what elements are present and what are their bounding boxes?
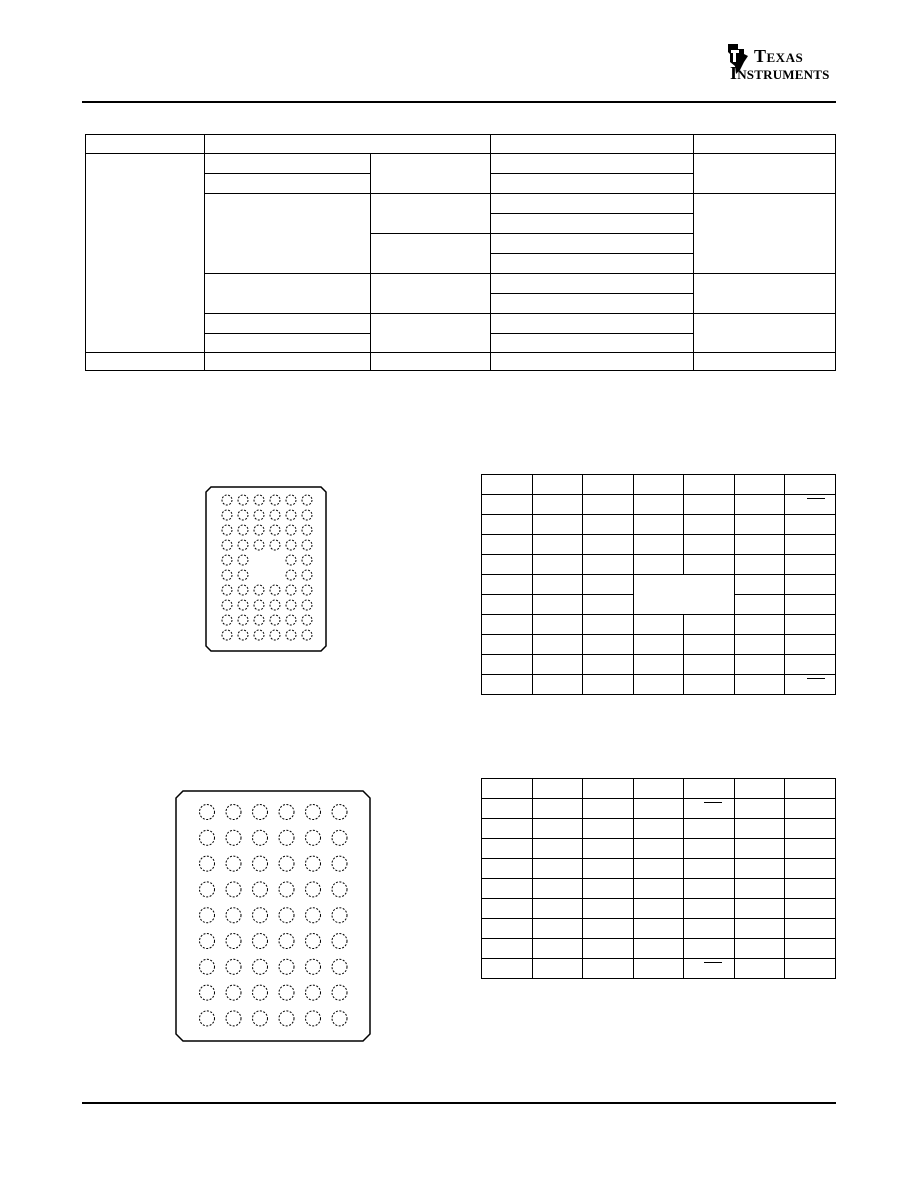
solder-ball (200, 908, 215, 923)
solder-ball (286, 510, 296, 520)
solder-ball (279, 882, 294, 897)
table-cell (490, 352, 694, 371)
solder-ball (254, 630, 264, 640)
solder-ball (302, 600, 312, 610)
package-top-view (205, 486, 327, 652)
table-row (482, 675, 836, 695)
solder-ball (279, 908, 294, 923)
solder-ball (254, 495, 264, 505)
solder-ball (238, 540, 248, 550)
solder-ball (286, 555, 296, 565)
solder-ball (238, 600, 248, 610)
solder-ball (286, 570, 296, 580)
solder-ball (253, 856, 268, 871)
table-cell (490, 153, 694, 174)
table-row (482, 839, 836, 859)
solder-ball (279, 805, 294, 820)
table-cell (370, 313, 491, 353)
header-rule (82, 101, 836, 103)
brand-line1: TEXAS (754, 46, 804, 66)
table-cell (204, 153, 371, 174)
solder-ball (286, 585, 296, 595)
solder-ball (222, 495, 232, 505)
table-row (482, 495, 836, 515)
solder-ball (253, 959, 268, 974)
solder-ball (253, 1011, 268, 1026)
solder-ball (306, 908, 321, 923)
solder-ball (222, 525, 232, 535)
table-cell (204, 352, 371, 371)
solder-ball (302, 525, 312, 535)
solder-ball (254, 600, 264, 610)
table-cell (204, 193, 371, 274)
solder-ball (270, 510, 280, 520)
solder-ball (306, 934, 321, 949)
overbar-mark (807, 498, 825, 499)
table-cell (85, 153, 205, 353)
solder-ball (200, 985, 215, 1000)
solder-ball (253, 934, 268, 949)
solder-ball (226, 805, 241, 820)
solder-ball (222, 570, 232, 580)
solder-ball (332, 882, 347, 897)
solder-ball (270, 630, 280, 640)
solder-ball (279, 959, 294, 974)
table-cell (204, 313, 371, 334)
table-cell (490, 333, 694, 353)
table-row (482, 819, 836, 839)
solder-ball (302, 495, 312, 505)
solder-ball (306, 985, 321, 1000)
solder-ball (286, 525, 296, 535)
solder-ball (306, 805, 321, 820)
solder-ball (200, 934, 215, 949)
solder-ball (253, 882, 268, 897)
solder-ball (286, 630, 296, 640)
table-row (482, 859, 836, 879)
solder-ball (238, 570, 248, 580)
table-row (482, 939, 836, 959)
solder-ball (332, 1011, 347, 1026)
solder-ball (332, 934, 347, 949)
table-cell (490, 213, 694, 234)
solder-ball (270, 585, 280, 595)
solder-ball (253, 830, 268, 845)
solder-ball (222, 600, 232, 610)
table-row (482, 615, 836, 635)
overbar-mark (807, 678, 825, 679)
pin-table-top (481, 474, 836, 695)
table-row (482, 919, 836, 939)
solder-ball (302, 585, 312, 595)
solder-ball (302, 630, 312, 640)
solder-ball (226, 830, 241, 845)
solder-ball (253, 985, 268, 1000)
overbar-mark (704, 962, 722, 963)
solder-ball (302, 570, 312, 580)
solder-ball (254, 585, 264, 595)
table-cell (693, 153, 836, 194)
ordering-table (85, 134, 836, 371)
solder-ball (238, 510, 248, 520)
solder-ball (222, 510, 232, 520)
table-row (482, 879, 836, 899)
solder-ball (332, 908, 347, 923)
solder-ball (238, 525, 248, 535)
solder-ball (238, 615, 248, 625)
table-cell (490, 313, 694, 334)
table-cell (370, 233, 491, 274)
table-row (482, 799, 836, 819)
table-row (482, 555, 836, 575)
solder-ball (200, 830, 215, 845)
solder-ball (238, 630, 248, 640)
solder-ball (302, 555, 312, 565)
table-cell (490, 253, 694, 274)
table-row (482, 635, 836, 655)
table-cell (490, 273, 694, 294)
solder-ball (253, 908, 268, 923)
solder-ball (226, 934, 241, 949)
table-cell (490, 293, 694, 314)
solder-ball (332, 959, 347, 974)
solder-ball (306, 856, 321, 871)
solder-ball (253, 805, 268, 820)
solder-ball (200, 856, 215, 871)
ti-logo (724, 38, 838, 82)
solder-ball (279, 985, 294, 1000)
solder-ball (226, 959, 241, 974)
solder-ball (279, 830, 294, 845)
ball-grid-top (205, 486, 327, 652)
table-cell (693, 313, 836, 353)
solder-ball (306, 830, 321, 845)
solder-ball (254, 615, 264, 625)
table-cell (370, 153, 491, 194)
table-row (482, 575, 836, 595)
table-cell (204, 273, 371, 314)
table-cell (85, 352, 205, 371)
solder-ball (306, 1011, 321, 1026)
solder-ball (270, 615, 280, 625)
table-row (482, 959, 836, 979)
solder-ball (286, 600, 296, 610)
solder-ball (332, 830, 347, 845)
solder-ball (222, 630, 232, 640)
table-header-cell (490, 134, 694, 154)
table-header-cell (204, 134, 491, 154)
solder-ball (270, 540, 280, 550)
solder-ball (302, 615, 312, 625)
solder-ball (222, 585, 232, 595)
solder-ball (270, 600, 280, 610)
table-row (482, 655, 836, 675)
solder-ball (302, 540, 312, 550)
solder-ball (226, 882, 241, 897)
solder-ball (200, 1011, 215, 1026)
solder-ball (226, 985, 241, 1000)
solder-ball (226, 856, 241, 871)
solder-ball (279, 934, 294, 949)
solder-ball (200, 805, 215, 820)
overbar-mark (704, 802, 722, 803)
pin-table-bottom (481, 778, 836, 979)
solder-ball (279, 1011, 294, 1026)
table-cell (490, 193, 694, 214)
solder-ball (270, 525, 280, 535)
table-cell (693, 352, 836, 371)
solder-ball (332, 985, 347, 1000)
solder-ball (286, 615, 296, 625)
solder-ball (270, 495, 280, 505)
solder-ball (226, 1011, 241, 1026)
table-row (482, 515, 836, 535)
solder-ball (200, 959, 215, 974)
table-cell (490, 233, 694, 254)
solder-ball (200, 882, 215, 897)
table-row (482, 899, 836, 919)
solder-ball (306, 959, 321, 974)
solder-ball (306, 882, 321, 897)
solder-ball (238, 495, 248, 505)
table-header-cell (693, 134, 836, 154)
solder-ball (254, 525, 264, 535)
solder-ball (222, 540, 232, 550)
solder-ball (238, 555, 248, 565)
footer-rule (82, 1102, 836, 1104)
solder-ball (238, 585, 248, 595)
solder-ball (222, 615, 232, 625)
solder-ball (254, 540, 264, 550)
table-cell (693, 193, 836, 274)
solder-ball (222, 555, 232, 565)
table-cell (204, 173, 371, 194)
solder-ball (332, 856, 347, 871)
brand-line2: INSTRUMENTS (730, 63, 830, 83)
solder-ball (226, 908, 241, 923)
solder-ball (254, 510, 264, 520)
solder-ball (332, 805, 347, 820)
table-cell (204, 333, 371, 353)
table-row (482, 475, 836, 495)
solder-ball (302, 510, 312, 520)
package-bottom-view (175, 790, 371, 1042)
table-header-cell (85, 134, 205, 154)
table-row (482, 535, 836, 555)
solder-ball (286, 495, 296, 505)
table-cell (693, 273, 836, 314)
table-cell (370, 352, 491, 371)
solder-ball (279, 856, 294, 871)
ball-grid-bottom (175, 790, 371, 1042)
solder-ball (286, 540, 296, 550)
table-cell (490, 173, 694, 194)
table-cell (370, 193, 491, 234)
table-cell (370, 273, 491, 314)
table-row (482, 779, 836, 799)
